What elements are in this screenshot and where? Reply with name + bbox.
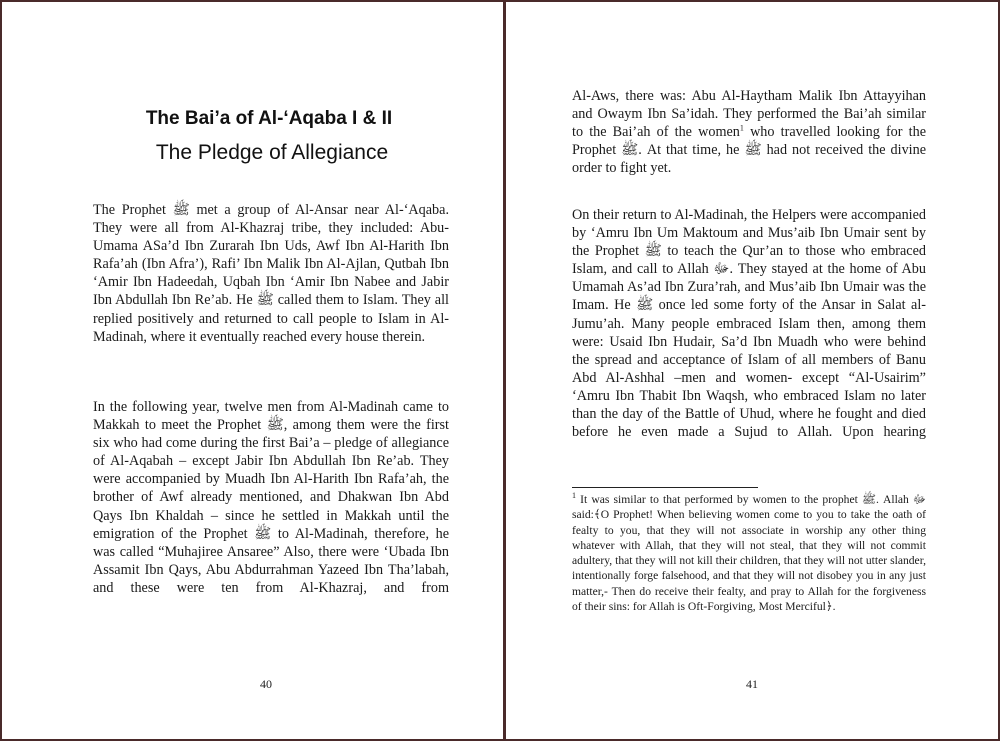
right-paragraph-1 bbox=[572, 87, 926, 177]
left-paragraph-1: The Prophet ﷺ met a group of Al-Ansar near Al-‘Aqaba. They were all from Al-Khazraj tribe, they included: Abu-Umama ASa’d Ibn Zurarah Ibn Uds, Awf Ibn Al-Harith Ibn Rafa’ah (Ibn Afra’), Rafi’ Ibn Malik Ibn Al-Ajlan, Qutbah Ibn ‘Amir Ibn Hadeedah, Uqbah Ibn ‘Amir Ibn Nabee and Jabir Ibn Abdullah Ibn Re’ab. He ﷺ called them to Islam. They all replied positively and returned to call people to Islam in Al-Madinah, where it eventually reached every house therein. bbox=[93, 202, 449, 345]
right-page bbox=[506, 0, 998, 741]
page-number-right: 41 bbox=[746, 677, 758, 691]
footnote-separator bbox=[572, 487, 758, 488]
footnote-number: 1 bbox=[572, 491, 576, 501]
chapter-title: The Bai’a of Al-‘Aqaba I & II bbox=[145, 108, 393, 129]
left-paragraph-2: In the following year, twelve men from Al-Madinah came to Makkah to meet the Prophet ﷺ, among them were the first six who had come during the first Bai’a – pledge of allegiance of Al-Aqabah – except Jabir Ibn Abdullah Ibn Re’ab. They were accompanied by Muadh Ibn Al-Harith Ibn Rafa’ah, the brother of Awf already mentioned, and Dhakwan Ibn Abd Qays Ibn Khaldah – since he settled in Makkah until the emigration of the Prophet ﷺ to Al-Madinah, therefore, he was called “Muhajiree Ansaree” Also, there were ‘Ubada Ibn Assamit Ibn Qays, Abu Abdurrahman Yazeed Ibn Tha’labah, and these were ten from Al-Khazraj, and from bbox=[93, 399, 450, 596]
page-number-left: 40 bbox=[260, 677, 272, 691]
right-paragraph-1-text-b: who travelled looking for the Prophet ﷺ. At that time, he ﷺ had not received the divine order to fight yet. bbox=[572, 124, 927, 177]
chapter-subtitle: The Pledge of Allegiance bbox=[155, 141, 389, 164]
right-paragraph-1-text-a: Al-Aws, there was: Abu Al-Haytham Malik Ibn Attayyihan and Owaym Ibn Sa’idah. They performed the Bai’ah similar to the Bai’ah of the women bbox=[572, 88, 926, 141]
right-paragraph-2: On their return to Al-Madinah, the Helpers were accompanied by ‘Amru Ibn Um Maktoum and Mus’aib Ibn Umair sent by the Prophet ﷺ to teach the Qur’an to those who embraced Islam, and call to Allah ﷻ. They stayed at the home of Abu Umamah As’ad Ibn Zura’rah, and Mus’aib Ibn Umair was the Imam. He ﷺ once led some forty of the Ansar in Salat al-Jumu’ah. Many people embraced Islam then, among them were: Usaid Ibn Hudair, Sa’d Ibn Muadh who were behind the spread and acceptance of Islam of all members of Banu Abd Al-Ashhal –men and women- except “Al-Usairim” ‘Amru Ibn Thabit Ibn Waqsh, who embraced Islam no later than the day of the Battle of Uhud, where he fought and died before he even made a Sujud to Allah. Upon hearing bbox=[572, 207, 926, 441]
footnote-reference[interactable]: 1 bbox=[739, 123, 744, 133]
footnote-text: It was similar to that performed by women to the prophet ﷺ. Allah ﷻ said:﴾O Prophet! When believing women come to you to take the oath of fealty to you, that they will not associate in worship any other thing whatever with Allah, that they will not steal, that they will not commit adultery, that they will not kill their children, that they will not utter slander, intentionally forge falsehood, and that they will not disobey you in any just matter,- Then do receive their fealty, and pray to Allah for the forgiveness of their sins: for Allah is Oft-Forgiving, Most Merciful﴿. bbox=[572, 493, 926, 614]
left-page bbox=[2, 0, 502, 741]
footnote bbox=[572, 492, 926, 614]
